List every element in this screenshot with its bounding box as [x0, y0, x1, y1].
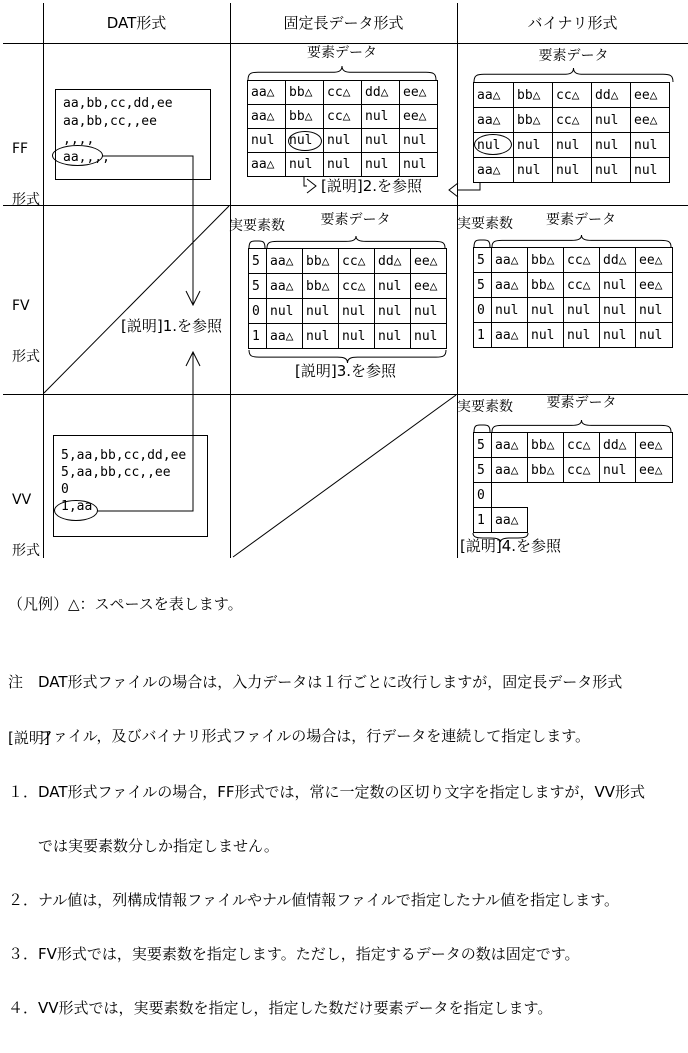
fv-binary-elementdata-label: 要素データ [546, 212, 616, 228]
note-line1 [8, 673, 680, 691]
table-cell: 5 [248, 248, 267, 274]
explanation-item-1-text: DAT形式ファイルの場合，FF形式では，常に一定数の区切り文字を指定しますが，VV形式 [38, 783, 646, 801]
table-cell: nul [513, 157, 553, 183]
legend-text: （凡例）△：スペースを表します。 [8, 595, 243, 613]
ff-binary-nul-ellipse [474, 134, 512, 155]
table-cell: 5 [248, 273, 267, 299]
table-cell: aa△ [247, 104, 286, 129]
ff-binary-table [473, 82, 670, 183]
ff-dat-highlight-ellipse [52, 145, 103, 166]
table-cell: nul [374, 273, 411, 299]
table-cell: nul [247, 128, 286, 153]
ff-fixed-nul-ellipse [288, 131, 322, 151]
ff-fixed-table [247, 80, 438, 177]
table-cell: ee△ [630, 82, 670, 108]
table-cell: aa△ [491, 457, 528, 483]
table-cell: nul [591, 107, 631, 133]
note-line1-text: DAT形式ファイルの場合は，入力データは１行ごとに改行しますが，固定長データ形式 [38, 673, 623, 691]
table-cell: nul [374, 323, 411, 349]
fv-fixed-count-label: 実要素数 [229, 218, 285, 234]
table-cell: nul [361, 128, 400, 153]
table-cell: nul [527, 322, 564, 348]
table-cell: nul [266, 298, 303, 324]
vv-binary-elementdata-label: 要素データ [546, 395, 617, 411]
table-cell: dd△ [374, 248, 411, 274]
ff-dat-line: aa,bb,cc,dd,ee [63, 96, 173, 111]
explanation-item-4-num: ４． [8, 999, 39, 1017]
table-row [473, 322, 673, 348]
table-row [247, 104, 438, 129]
table-cell: nul [635, 297, 673, 323]
table-cell: 1 [248, 323, 267, 349]
vv-dat-line: 0 [61, 482, 69, 497]
table-cell: ee△ [635, 272, 673, 298]
table-cell: nul [563, 322, 600, 348]
vv-dat-box [53, 435, 208, 537]
explanation-item-1-wrap: では実要素数分しか指定しません。 [38, 837, 279, 855]
table-cell: aa△ [473, 82, 514, 108]
table-cell: bb△ [513, 82, 553, 108]
table-cell: bb△ [285, 80, 324, 105]
table-cell: 5 [473, 457, 492, 483]
table-row [473, 457, 673, 483]
ff-dat-line: ,,,, [63, 132, 95, 147]
explanation-item-1-num: １． [8, 783, 39, 801]
table-cell: nul [285, 152, 324, 177]
table-cell: nul [323, 128, 362, 153]
table-row [247, 80, 438, 105]
table-row [248, 323, 447, 349]
table-cell: bb△ [302, 248, 339, 274]
ff-dat-line: aa,bb,cc,,ee [63, 114, 157, 129]
table-cell: ee△ [635, 432, 673, 458]
rowlabel-vv [12, 458, 40, 594]
table-row [248, 298, 447, 324]
table-cell: nul [302, 323, 339, 349]
table-cell: aa△ [491, 322, 528, 348]
table-cell: 1 [473, 507, 492, 533]
table-cell: 1 [473, 322, 492, 348]
table-cell: nul [399, 152, 438, 177]
table-row [473, 432, 673, 458]
vv-dat-highlight-ellipse [54, 500, 98, 521]
table-cell: nul [513, 132, 553, 158]
table-row [473, 82, 670, 108]
explanation-item-4-text: VV形式では，実要素数を指定し，指定した数だけ要素データを指定します。 [38, 999, 553, 1017]
table-cell: nul [302, 298, 339, 324]
table-cell: nul [361, 152, 400, 177]
table-cell: bb△ [285, 104, 324, 129]
table-row [473, 157, 670, 183]
ref4-label: [説明]4.を参照 [460, 537, 562, 555]
ref3-label: [説明]3.を参照 [295, 362, 397, 380]
diagonal-fv-dat-cell [44, 206, 229, 393]
table-cell: ee△ [399, 80, 438, 105]
table-cell: bb△ [302, 273, 339, 299]
vv-dat-line: 5,aa,bb,cc,dd,ee [61, 448, 187, 463]
brace-fv-binary-elements [492, 235, 671, 247]
header-fixed-format: 固定長データ形式 [283, 14, 404, 32]
table-cell: cc△ [552, 82, 592, 108]
explanation-block [8, 693, 684, 1053]
table-cell: nul [491, 297, 528, 323]
table-cell: ee△ [399, 104, 438, 129]
table-cell: aa△ [491, 247, 528, 273]
table-cell: dd△ [361, 80, 400, 105]
table-cell: bb△ [527, 457, 564, 483]
rowlabel-fv-line1: FV [12, 298, 30, 314]
table-cell: dd△ [599, 432, 636, 458]
rowlabel-ff [12, 107, 40, 243]
explanation-item-3 [8, 945, 684, 963]
table-cell: bb△ [527, 272, 564, 298]
note-line2: ファイル，及びバイナリ形式ファイルの場合は，行データを連続して指定します。 [38, 727, 591, 745]
explanation-item-2 [8, 891, 684, 909]
table-cell: 5 [473, 272, 492, 298]
table-cell: bb△ [527, 247, 564, 273]
table-cell: bb△ [527, 432, 564, 458]
table-cell: cc△ [563, 272, 600, 298]
table-cell: cc△ [563, 432, 600, 458]
table-row [473, 507, 673, 533]
explanation-item-3-num: ３． [8, 945, 39, 963]
table-cell: aa△ [266, 323, 303, 349]
table-cell: cc△ [338, 273, 375, 299]
table-cell: cc△ [323, 80, 362, 105]
table-row [473, 247, 673, 273]
rowlabel-vv-line1: VV [12, 492, 32, 508]
table-cell: nul [630, 157, 670, 183]
diagonal-vv-fixed-cell [233, 395, 456, 557]
table-cell: nul [591, 157, 631, 183]
table-cell: cc△ [563, 247, 600, 273]
bracket-vv-binary-count [474, 425, 490, 432]
table-cell: nul [473, 132, 514, 158]
table-cell: nul [527, 297, 564, 323]
table-row [473, 107, 670, 133]
table-cell: nul [552, 132, 592, 158]
rowlabel-fv-line2: 形式 [12, 349, 40, 365]
table-cell: nul [361, 104, 400, 129]
table-cell: ee△ [630, 107, 670, 133]
brace-ff-fixed-elements [248, 66, 436, 80]
table-cell: nul [552, 157, 592, 183]
ff-fixed-elementdata-label: 要素データ [307, 45, 377, 61]
table-cell: ee△ [410, 248, 447, 274]
vv-binary-table [473, 432, 673, 533]
brace-vv-binary-elements [492, 420, 671, 432]
table-row [247, 128, 438, 153]
table-cell: aa△ [473, 157, 514, 183]
table-cell: aa△ [473, 107, 514, 133]
fv-binary-count-label: 実要素数 [457, 216, 513, 232]
table-cell: cc△ [552, 107, 592, 133]
explanation-item-2-text: ナル値は，列構成情報ファイルやナル値情報ファイルで指定したナル値を指定します。 [38, 891, 619, 909]
table-cell: dd△ [599, 247, 636, 273]
table-cell: 0 [473, 297, 492, 323]
table-cell: 0 [473, 482, 492, 508]
table-cell: nul [599, 457, 636, 483]
table-cell: cc△ [323, 104, 362, 129]
table-cell: nul [338, 298, 375, 324]
table-cell: dd△ [591, 82, 631, 108]
table-cell: aa△ [491, 432, 528, 458]
header-dat-format: DAT形式 [106, 14, 167, 32]
explanation-title: [説明] [8, 729, 50, 747]
table-row [473, 482, 673, 508]
table-cell: aa△ [491, 272, 528, 298]
fv-binary-table [473, 247, 673, 348]
table-cell: nul [591, 132, 631, 158]
table-cell: nul [374, 298, 411, 324]
brace-fv-fixed-elements [267, 236, 445, 248]
table-cell: nul [399, 128, 438, 153]
rowlabel-fv [12, 264, 40, 400]
table-row [473, 297, 673, 323]
table-cell: ee△ [635, 247, 673, 273]
vv-binary-count-label: 実要素数 [457, 399, 513, 415]
table-cell: aa△ [266, 273, 303, 299]
table-cell: nul [323, 152, 362, 177]
table-cell: aa△ [247, 152, 286, 177]
table-cell: 0 [248, 298, 267, 324]
table-cell: nul [635, 322, 673, 348]
table-cell: aa△ [266, 248, 303, 274]
vv-dat-line: 5,aa,bb,cc,,ee [61, 465, 171, 480]
explanation-item-3-text: FV形式では，実要素数を指定します。ただし，指定するデータの数は固定です。 [38, 945, 580, 963]
table-cell: nul [599, 297, 636, 323]
rowlabel-ff-line2: 形式 [12, 192, 40, 208]
table-cell: nul [285, 128, 324, 153]
table-cell: nul [410, 323, 447, 349]
table-cell: nul [630, 132, 670, 158]
table-cell: cc△ [338, 248, 375, 274]
explanation-item-4 [8, 999, 684, 1017]
ff-dat-box [55, 89, 211, 180]
table-cell: aa△ [247, 80, 286, 105]
table-cell: aa△ [491, 507, 528, 533]
table-cell: nul [563, 297, 600, 323]
rowlabel-vv-line2: 形式 [12, 543, 40, 559]
note-prefix: 注 [8, 673, 24, 691]
table-row [248, 248, 447, 274]
table-cell: nul [410, 298, 447, 324]
table-cell: nul [599, 272, 636, 298]
table-row [473, 272, 673, 298]
brace-ff-binary-elements [474, 68, 673, 82]
table-cell: nul [338, 323, 375, 349]
table-cell: ee△ [410, 273, 447, 299]
bracket-fv-fixed-count [249, 241, 265, 248]
table-cell: nul [599, 322, 636, 348]
explanation-item-1 [8, 783, 684, 801]
table-cell: ee△ [635, 457, 673, 483]
ff-dat-line: aa,,,, [63, 150, 110, 165]
table-row [247, 152, 438, 177]
table-cell: bb△ [513, 107, 553, 133]
table-cell: 5 [473, 247, 492, 273]
ref2-label: [説明]2.を参照 [321, 177, 423, 195]
bracket-fv-binary-count [474, 240, 490, 247]
fv-fixed-elementdata-label: 要素データ [320, 212, 391, 228]
fv-fixed-table [248, 248, 447, 349]
vv-dat-line: 1,aa [61, 499, 93, 514]
table-row [248, 273, 447, 299]
table-cell: 5 [473, 432, 492, 458]
header-binary-format: バイナリ形式 [527, 14, 618, 32]
ref1-label: [説明]1.を参照 [121, 317, 223, 335]
rowlabel-ff-line1: FF [12, 141, 29, 157]
table-cell: cc△ [563, 457, 600, 483]
ff-binary-elementdata-label: 要素データ [538, 48, 609, 64]
explanation-item-2-num: ２． [8, 891, 39, 909]
